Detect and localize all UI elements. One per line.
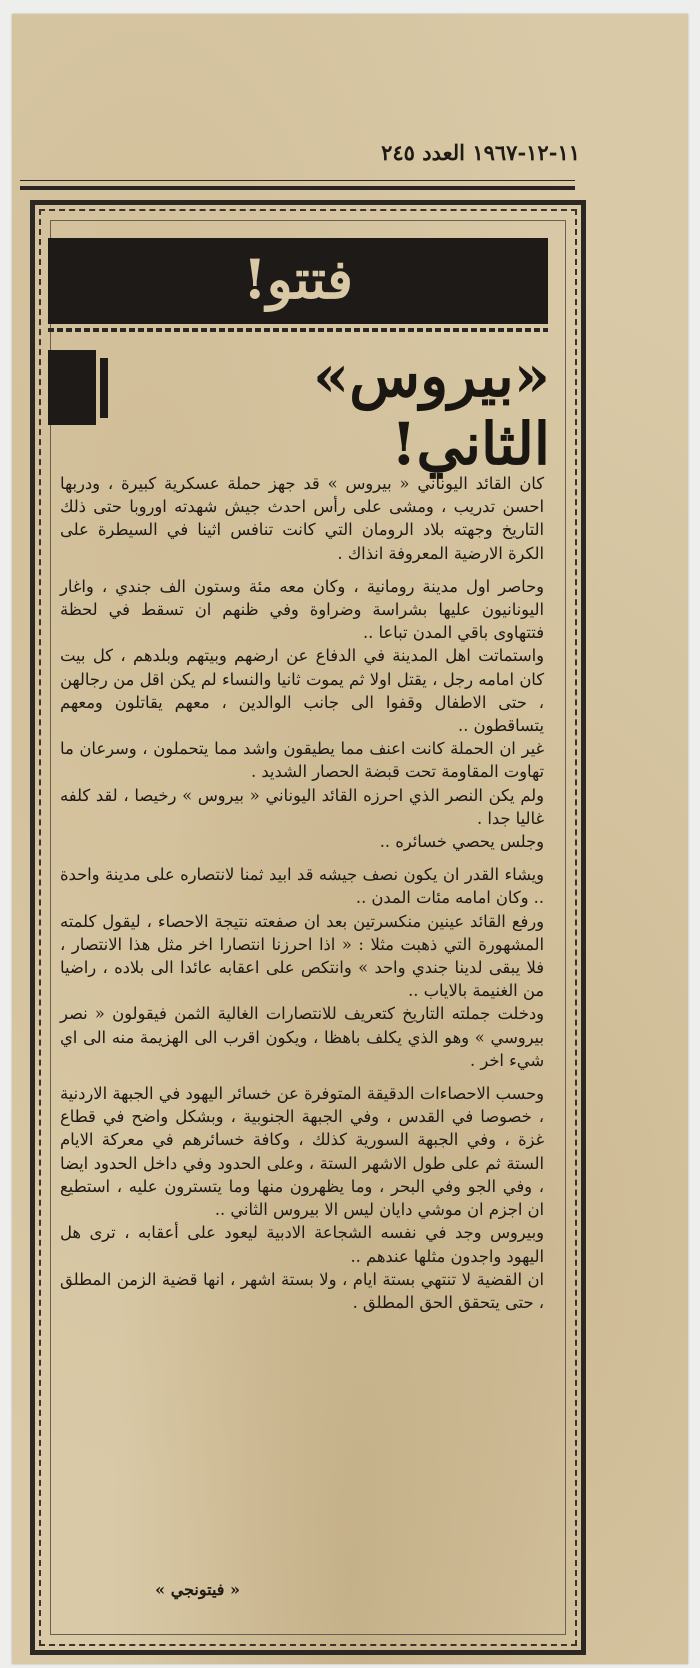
paragraph: ويشاء القدر ان يكون نصف جيشه قد ابيد ثمنا لانتصاره على مدينة واحدة .. وكان امامه مئات المدن .. xyxy=(60,865,544,908)
header-rule xyxy=(48,328,548,332)
paragraph: ان القضية لا تنتهي بستة ايام ، ولا بستة اشهر ، انها قضية الزمن المطلق ، حتى يتحقق الحق المطلق . xyxy=(60,1269,544,1312)
paragraph: ودخلت جملته التاريخ كتعريف للانتصارات الغالية الثمن فيقولون « نصر بيروسي » وهو الذي يكلف باهظا ، ويكون اقرب الى الهزيمة منه الى اي شيء اخر . xyxy=(60,1004,544,1070)
headline-ornament-bar xyxy=(100,358,108,418)
paragraph: غير ان الحملة كانت اعنف مما يطيقون واشد مما يتحملون ، وسرعان ما تهاوت المقاومة تحت قبضة الحصار الشديد . xyxy=(60,739,544,782)
author-signature: « فيتونجي » xyxy=(155,1580,240,1599)
paragraph: وحسب الاحصاءات الدقيقة المتوفرة عن خسائر اليهود في الجبهة الاردنية ، خصوصا في القدس ، وفي الجبهة الجنوبية ، وبشكل واضح في قطاع غزة ، وفي الجبهة السورية كذلك ، وكافة خسائرهم في معركة الايام الستة ثم على طول الاشهر الستة ، وعلى الحدود وفي داخل الحدود ايضا ، وفي الجو وفي البحر ، وما يظهرون منها وما يتسترون عليه ، استطيع ان اجزم ان موشي دايان ليس الا بيروس الثاني .. xyxy=(60,1084,544,1220)
article-body xyxy=(60,472,544,1314)
dateline-rule-thin xyxy=(20,180,575,181)
paragraph: كان القائد اليوناني « بيروس » قد جهز حملة عسكرية كبيرة ، ودربها احسن تدريب ، ومشى على رأس احدث جيش شهدته اوروبا حتى ذلك التاريخ وجهته بلاد الرومان التي كانت تنافس اثينا في السيطرة على الكرة الارضية المعروفة انذاك . xyxy=(60,474,544,563)
column-header xyxy=(48,238,548,324)
issue-dateline: ١١-١٢-١٩٦٧ العدد ٢٤٥ xyxy=(381,140,580,165)
dateline-rule xyxy=(20,186,575,190)
paragraph: وحاصر اول مدينة رومانية ، وكان معه مئة وستون الف جندي ، واغار اليونانيون عليها بشراسة وضراوة وفي ظنهم ان تسقط في لحظة فتتهاوى باقي المدن تباعا .. xyxy=(60,576,544,643)
headline: «بيروس» الثاني! xyxy=(313,342,550,478)
paragraph: وبيروس وجد في نفسه الشجاعة الادبية ليعود على أعقابه ، ترى هل اليهود واجدون مثلها عندهم .. xyxy=(60,1223,544,1266)
paragraph: ولم يكن النصر الذي احرزه القائد اليوناني « بيروس » رخيصا ، لقد كلفه غاليا جدا . xyxy=(60,785,544,828)
paragraph: ورفع القائد عينين منكسرتين بعد ان صفعته نتيجة الاحصاء ، ليقول كلمته المشهورة التي ذهبت مثلا : « اذا احرزنا انتصارا اخر مثل هذا الانتصار ، فلا يبقى لدينا جندي واحد » وانتكص على اعقابه عائدا الى بلاده ، راضيا من الغنيمة بالاياب .. xyxy=(60,911,544,1001)
column-name: فتتو! xyxy=(242,247,353,311)
paragraph: واستماتت اهل المدينة في الدفاع عن ارضهم وبيتهم وبلدهم ، كل بيت كان امامه رجل ، يقتل اولا ثم يموت ثانيا والنساء لم يكن اقل من رجالهن ، حتى الاطفال وقفوا الى جانب الوالدين ، معهم يقاتلون ومعهم يتساقطون .. xyxy=(60,646,544,736)
headline-ornament xyxy=(48,350,96,425)
paragraph: وجلس يحصي خسائره .. xyxy=(379,832,544,852)
